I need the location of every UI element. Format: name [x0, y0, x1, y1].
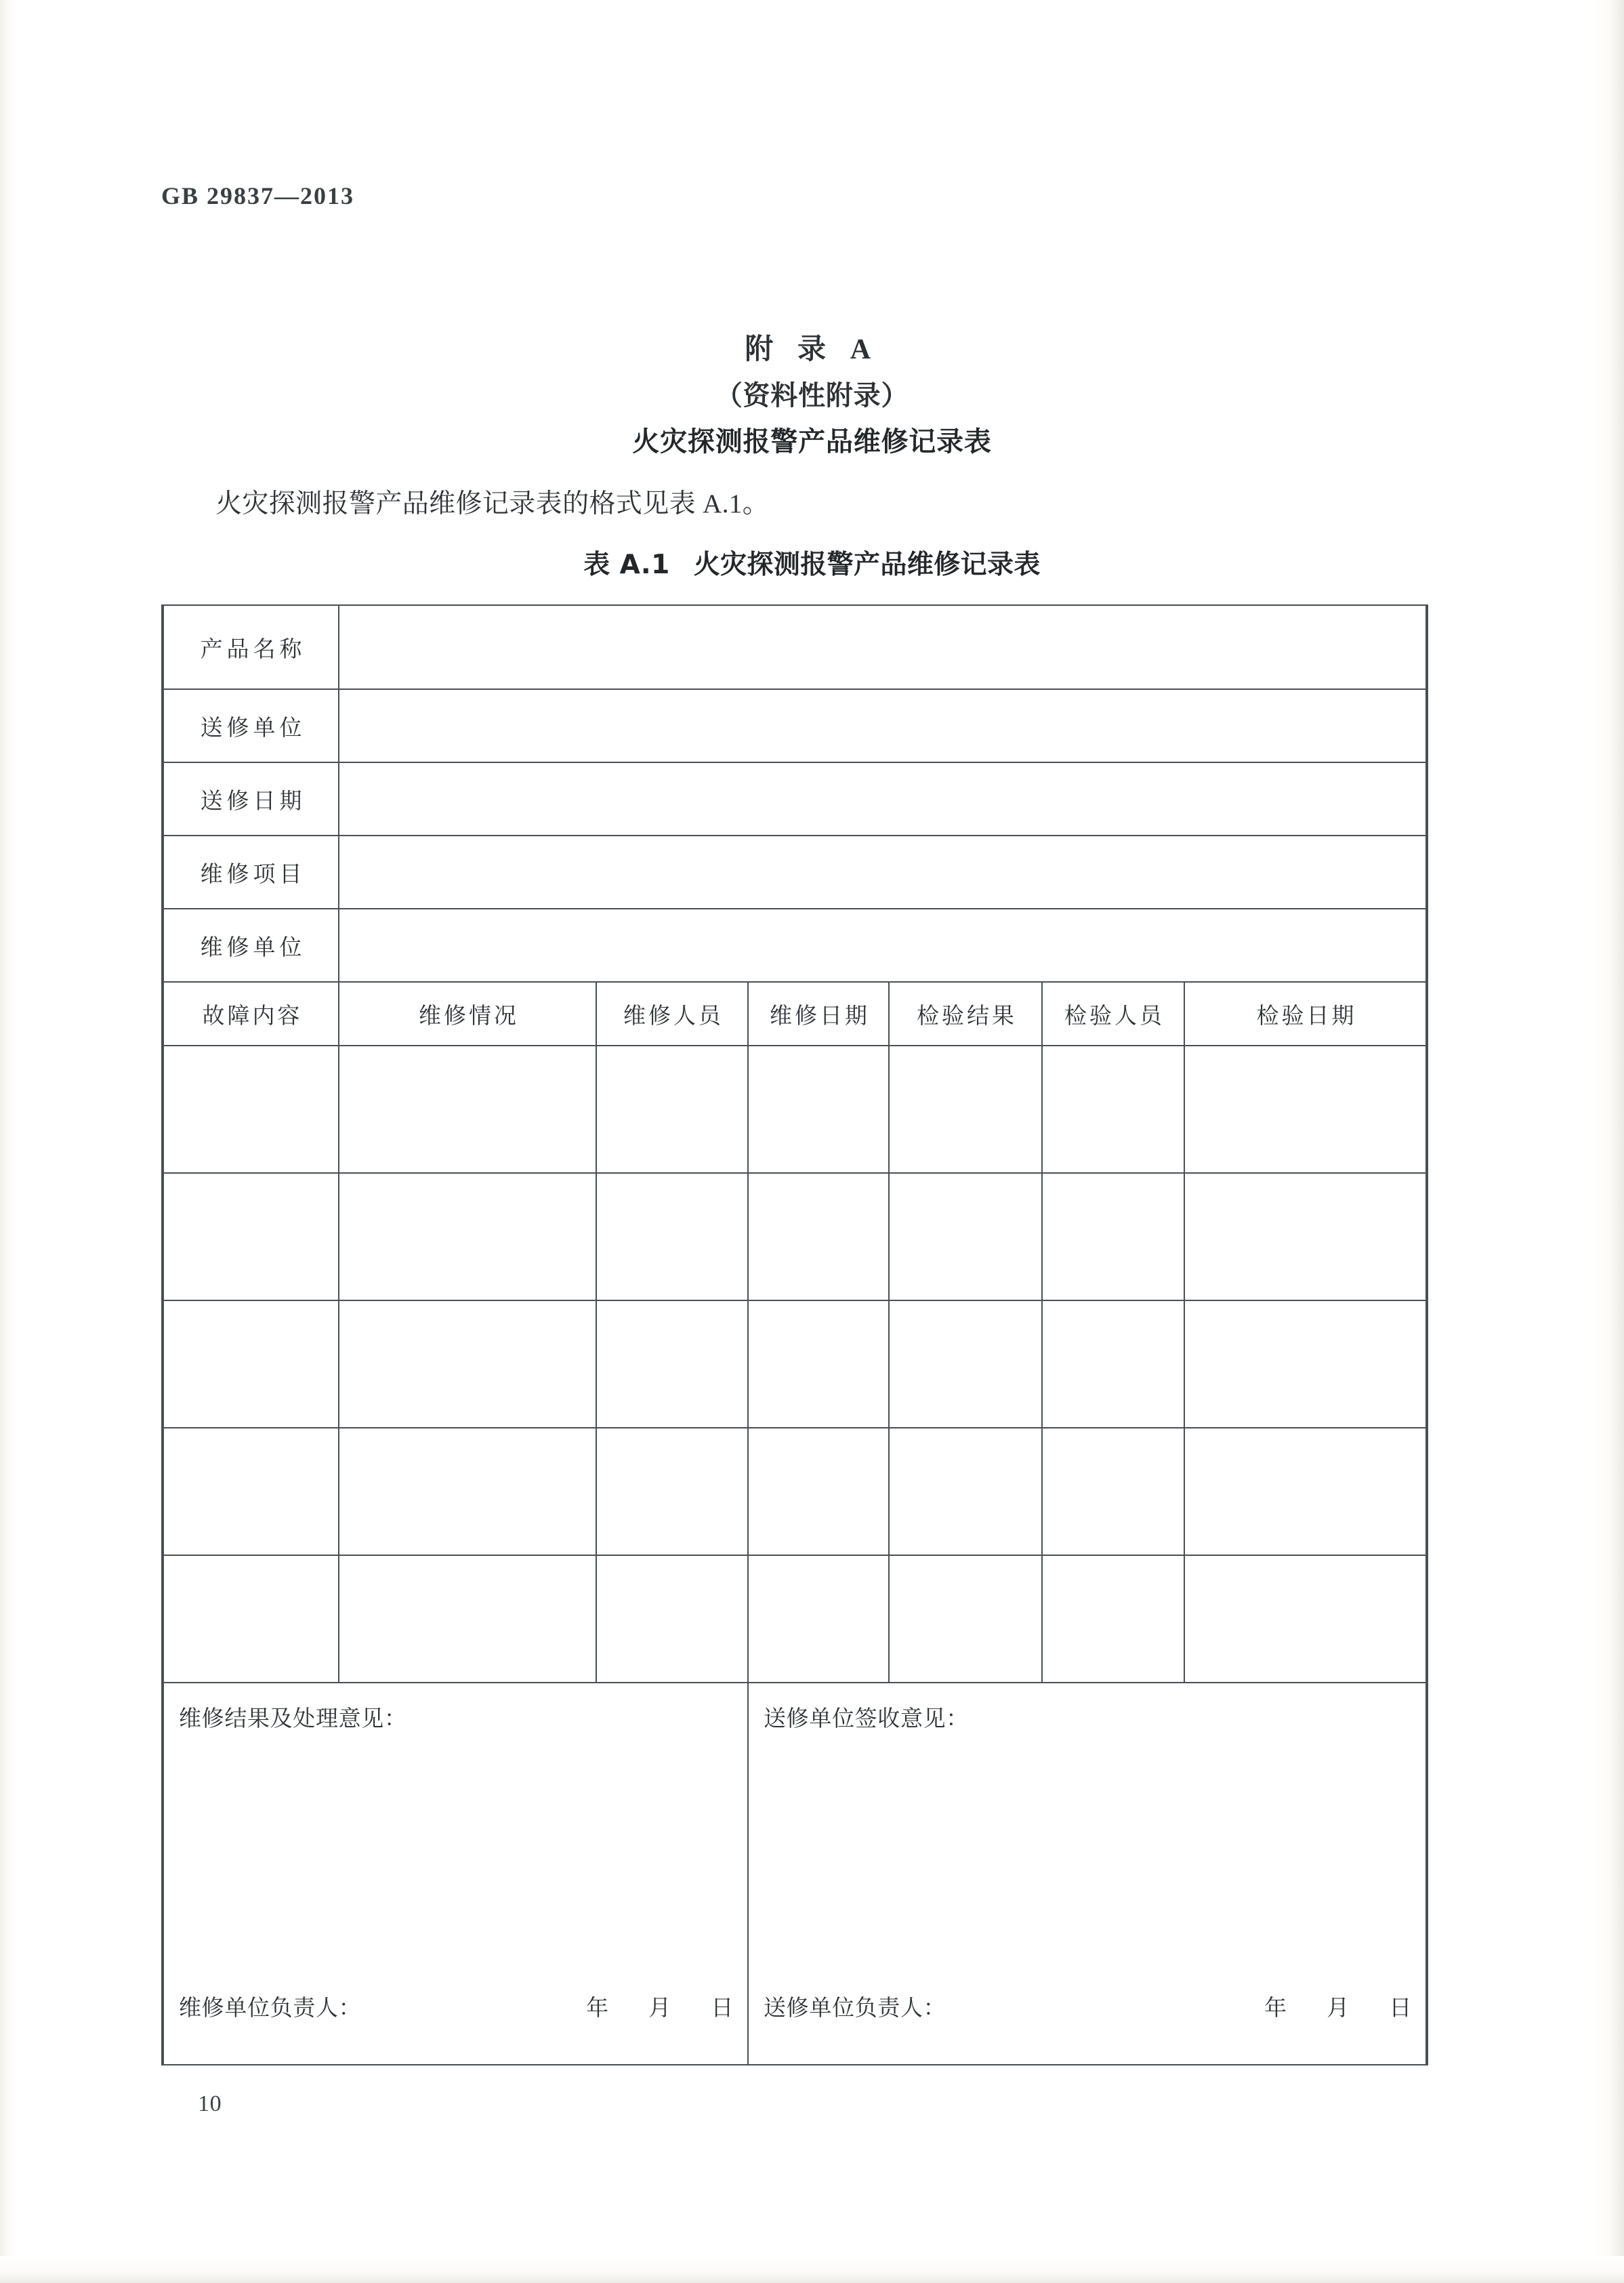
repair-record-table: [161, 604, 1428, 2065]
table-row-repair-unit: [163, 909, 1427, 982]
cell-inspection-result[interactable]: [889, 1428, 1042, 1555]
cell-inspection-result[interactable]: [889, 1173, 1042, 1300]
table-row: [163, 1173, 1427, 1300]
table-row-send-date: [163, 762, 1427, 836]
repair-unit-signature-cell[interactable]: [163, 1962, 748, 2065]
column-header-repair-situation: 维修情况: [339, 982, 596, 1046]
date-month-label: 月: [1327, 1996, 1350, 2021]
cell-repair-personnel[interactable]: [596, 1173, 748, 1300]
cell-repair-personnel[interactable]: [596, 1428, 748, 1555]
cell-inspection-result[interactable]: [889, 1300, 1042, 1428]
cell-fault-content[interactable]: [163, 1300, 339, 1428]
cell-fault-content[interactable]: [163, 1046, 339, 1173]
field-value-send-date[interactable]: [339, 762, 1427, 836]
sender-unit-signature-cell[interactable]: [748, 1962, 1427, 2065]
cell-inspection-personnel[interactable]: [1042, 1046, 1184, 1173]
cell-fault-content[interactable]: [163, 1428, 339, 1555]
table-row: [163, 1428, 1427, 1555]
table-row-sender-unit: [163, 689, 1427, 762]
table-row-product-name: [163, 605, 1427, 689]
cell-inspection-date[interactable]: [1184, 1555, 1427, 1683]
cell-fault-content[interactable]: [163, 1173, 339, 1300]
date-day-label: 日: [711, 1996, 734, 2021]
cell-inspection-date[interactable]: [1184, 1173, 1427, 1300]
column-header-fault-content: 故障内容: [163, 982, 339, 1046]
field-value-sender-unit[interactable]: [339, 689, 1427, 762]
cell-repair-date[interactable]: [748, 1046, 889, 1173]
cell-inspection-personnel[interactable]: [1042, 1300, 1184, 1428]
table-row-opinions: [163, 1683, 1427, 1962]
column-header-repair-personnel: 维修人员: [596, 982, 748, 1046]
annex-kind: （资料性附录）: [715, 380, 909, 411]
field-label-sender-unit: 送修单位: [163, 689, 339, 762]
cell-repair-situation[interactable]: [339, 1555, 596, 1683]
cell-repair-personnel[interactable]: [596, 1046, 748, 1173]
repair-result-opinion-label: 维修结果及处理意见：: [179, 1707, 407, 1731]
field-label-send-date: 送修日期: [163, 762, 339, 836]
page-number: 10: [198, 2091, 222, 2116]
cell-inspection-personnel[interactable]: [1042, 1173, 1184, 1300]
column-header-inspection-personnel: 检验人员: [1042, 982, 1184, 1046]
running-head-standard-number: GB 29837—2013: [161, 182, 355, 209]
table-row: [163, 1046, 1427, 1173]
intro-paragraph: 火灾探测报警产品维修记录表的格式见表 A.1。: [215, 489, 770, 518]
table-row-signatures: [163, 1962, 1427, 2065]
cell-repair-date[interactable]: [748, 1555, 889, 1683]
cell-repair-date[interactable]: [748, 1300, 889, 1428]
annex-label: 附 录 A: [745, 334, 879, 365]
repair-unit-signature-label: 维修单位负责人：: [179, 1996, 362, 2021]
receipt-opinion-label: 送修单位签收意见：: [764, 1707, 969, 1731]
field-value-product-name[interactable]: [339, 605, 1427, 689]
cell-repair-situation[interactable]: [339, 1046, 596, 1173]
repair-result-opinion-cell[interactable]: [163, 1683, 748, 1962]
cell-repair-personnel[interactable]: [596, 1300, 748, 1428]
column-header-inspection-date: 检验日期: [1184, 982, 1427, 1046]
cell-repair-situation[interactable]: [339, 1173, 596, 1300]
column-header-repair-date: 维修日期: [748, 982, 889, 1046]
field-label-repair-item: 维修项目: [163, 836, 339, 909]
cell-repair-situation[interactable]: [339, 1300, 596, 1428]
cell-fault-content[interactable]: [163, 1555, 339, 1683]
table-row: [163, 1555, 1427, 1683]
cell-inspection-date[interactable]: [1184, 1046, 1427, 1173]
column-header-inspection-result: 检验结果: [889, 982, 1042, 1046]
date-day-label: 日: [1389, 1996, 1412, 2021]
table-caption-number: 表 A.1: [583, 550, 670, 580]
cell-repair-date[interactable]: [748, 1173, 889, 1300]
cell-inspection-personnel[interactable]: [1042, 1428, 1184, 1555]
table-row-repair-item: [163, 836, 1427, 909]
table-caption: [0, 543, 1624, 581]
cell-repair-situation[interactable]: [339, 1428, 596, 1555]
field-value-repair-unit[interactable]: [339, 909, 1427, 982]
table-caption-title: 火灾探测报警产品维修记录表: [693, 550, 1041, 580]
cell-inspection-date[interactable]: [1184, 1428, 1427, 1555]
annex-title: 火灾探测报警产品维修记录表: [632, 426, 992, 457]
cell-repair-date[interactable]: [748, 1428, 889, 1555]
table-row: [163, 1300, 1427, 1428]
cell-repair-personnel[interactable]: [596, 1555, 748, 1683]
date-month-label: 月: [648, 1996, 671, 2021]
cell-inspection-result[interactable]: [889, 1046, 1042, 1173]
field-value-repair-item[interactable]: [339, 836, 1427, 909]
sender-unit-signature-label: 送修单位负责人：: [764, 1996, 946, 2021]
date-year-label: 年: [1264, 1996, 1287, 2021]
sender-unit-signature-date: [1264, 1990, 1412, 2022]
field-label-product-name: 产品名称: [163, 605, 339, 689]
cell-inspection-result[interactable]: [889, 1555, 1042, 1683]
date-year-label: 年: [586, 1996, 609, 2021]
receipt-opinion-cell[interactable]: [748, 1683, 1427, 1962]
cell-inspection-personnel[interactable]: [1042, 1555, 1184, 1683]
repair-unit-signature-date: [586, 1990, 734, 2022]
field-label-repair-unit: 维修单位: [163, 909, 339, 982]
cell-inspection-date[interactable]: [1184, 1300, 1427, 1428]
table-column-header-row: [163, 982, 1427, 1046]
